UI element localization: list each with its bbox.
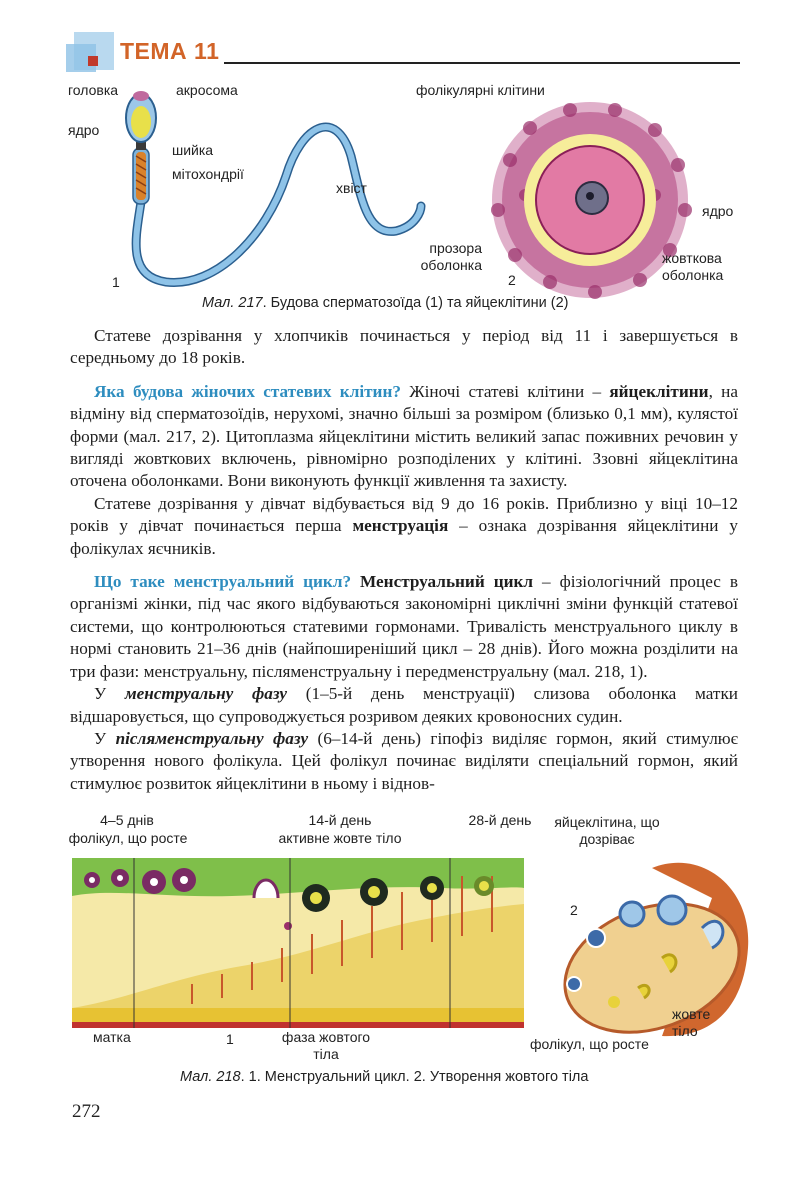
paragraph: У післяменструальну фазу (6–14-й день) гіпофіз виділяє гормон, який стимулює утворення нового фолікула. Цей фолікул починає виділяти спеціальний гормон, який стимулює розвиток яйцеклітини в ньому і віднов- — [70, 728, 738, 793]
paragraph: Статеве дозрівання у дівчат відбувається від 9 до 16 років. Приблизно у віці 10–12 років у дівчат починається перша менструація – ознака дозрівання яйцеклітини у фолікулах яєчників. — [70, 493, 738, 558]
label-growing-follicle-2: фолікул, що росте — [530, 1036, 649, 1052]
label-neck: шийка — [172, 142, 214, 158]
label-zona-pellucida: прозора оболонка — [420, 240, 482, 273]
label-tail: хвіст — [336, 180, 367, 196]
label-corpus-luteum: жовте тіло — [672, 1006, 711, 1039]
label-mitochondria: мітохондрії — [172, 166, 244, 182]
label-4-5-days: 4–5 днів — [100, 812, 154, 828]
paragraph: Що таке менструальний цикл? Менструальний цикл – фізіологічний процес в організмі жінки, під час якого відбуваються закономірні циклічні зміни функцій статевої системи, що контролюються статевими гормонами. Тривалість менструального циклу в нормі становить 21–36 днів (найпоширеніший цикл – 28 днів). Його можна розділити на три фази: менструальну, післяменструальну і передменструальну (мал. 218, 1). — [70, 572, 738, 681]
label-maturing-egg: яйцеклітина, що дозріває — [554, 814, 660, 847]
label-vitelline-membrane: жовткова оболонка — [662, 250, 724, 283]
paragraph: Статеве дозрівання у хлопчиків починається у період від 11 і завершується в середньому до 18 років. — [70, 326, 738, 368]
label-acrosome: акросома — [176, 82, 238, 98]
figure-217-caption: Мал. 217. Будова сперматозоїда (1) та яйцеклітини (2) — [202, 295, 569, 311]
label-head: головка — [68, 82, 119, 98]
label-egg-nucleus: ядро — [702, 203, 734, 219]
main-text — [70, 325, 738, 795]
label-uterus: матка — [93, 1029, 131, 1045]
paragraph: Яка будова жіночих статевих клітин? Жіночі статеві клітини – яйцеклітини, на відміну від сперматозоїдів, нерухомі, значно більші за розміром (близько 0,1 мм), кулястої форми (мал. 217, 2). Цитоплазма яйцеклітини містить великий запас поживних речовин у вигляді жовткових включень, рівномірно розподілених у клітині. Ззовні яйцеклітина оточена оболонками. Вони виконують функції живлення та захисту. — [70, 381, 739, 491]
label-fig-1: 1 — [112, 274, 120, 290]
label-day-14: 14-й день — [308, 812, 372, 828]
label-fig-2: 2 — [508, 272, 516, 288]
label-nucleus: ядро — [68, 122, 100, 138]
label-growing-follicle: фолікул, що росте — [68, 830, 188, 846]
header-decoration — [64, 30, 120, 76]
label-luteal-phase: фаза жовтого тіла — [281, 1029, 371, 1062]
label-active-corpus-luteum: активне жовте тіло — [278, 830, 402, 846]
paragraph: У менструальну фазу (1–5-й день менструації) слизова оболонка матки відшаровується, що супроводжується розривом деяких кровоносних судин. — [70, 684, 738, 726]
menstrual-cycle-diagram — [72, 858, 524, 1028]
label-fig-218-1: 1 — [226, 1031, 234, 1047]
page-number: 272 — [72, 1101, 101, 1122]
sperm-illustration — [96, 86, 426, 296]
topic-title: ТЕМА 11 — [120, 38, 220, 64]
figure-218-caption: Мал. 218. 1. Менструальний цикл. 2. Утворення жовтого тіла — [180, 1069, 589, 1085]
label-follicular-cells: фолікулярні клітини — [416, 82, 545, 98]
label-day-28: 28-й день — [468, 812, 532, 828]
header-rule — [224, 62, 740, 64]
label-fig-218-2: 2 — [570, 902, 578, 918]
